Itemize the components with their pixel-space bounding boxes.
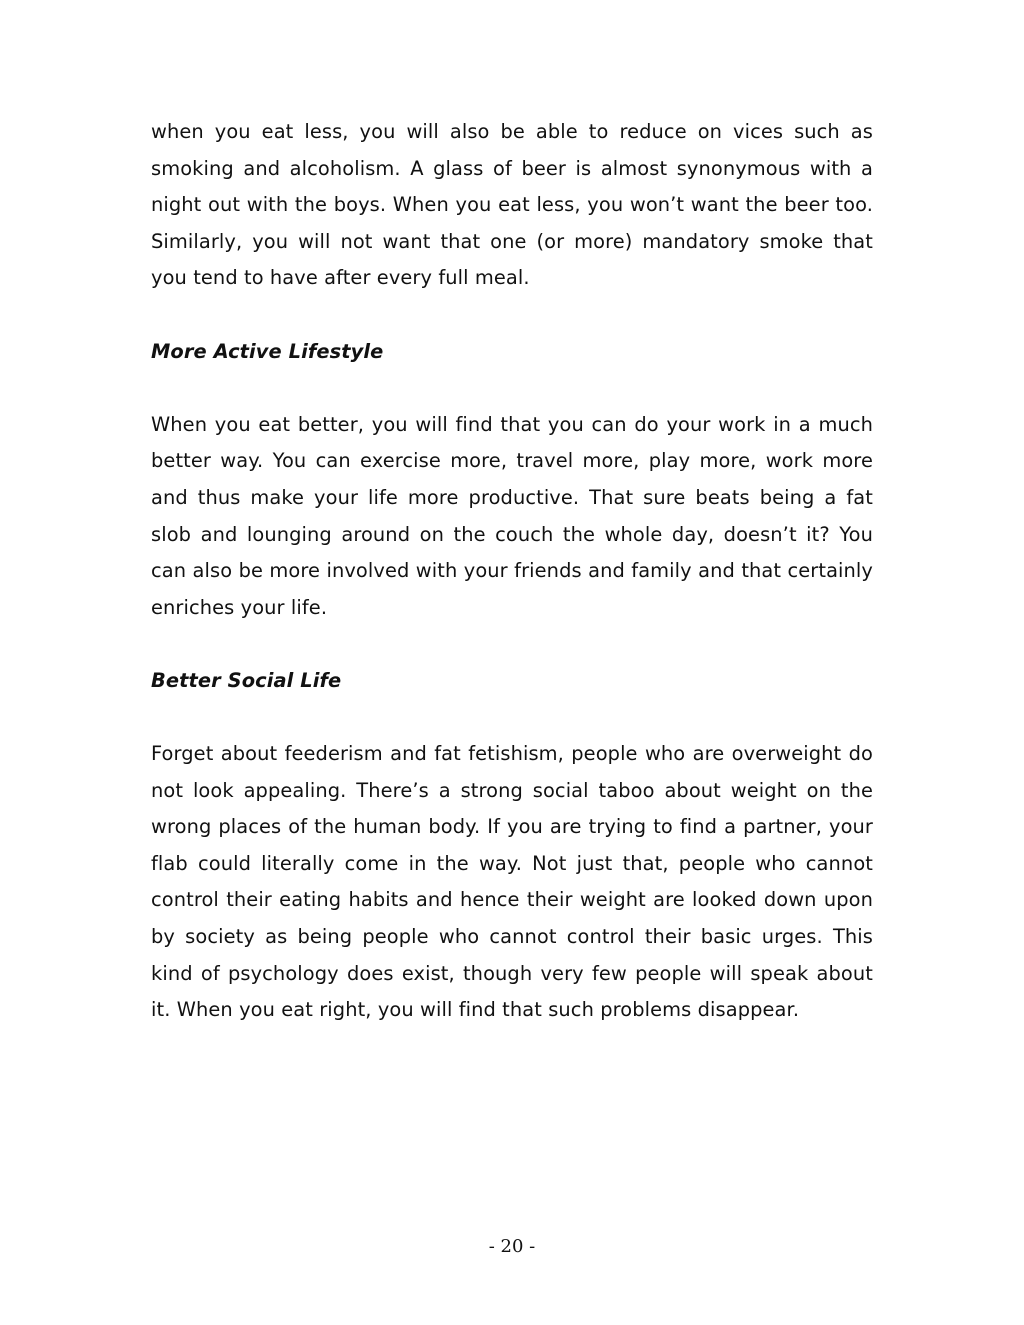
paragraph-social-life: Forget about feederism and fat fetishism, people who are overweight do not look appealing. There’s a strong social taboo about weight on the wrong places of the human body. If you are trying to find a partner, your flab could literally come in the way. Not just that, people who cannot control their eating habits and hence their weight are looked down upon by society as being people who cannot control their basic urges. This kind of psychology does exist, though very few people will speak about it. When you eat right, you will find that such problems disappear.: [151, 742, 873, 1022]
page-body: [151, 114, 873, 1029]
spacer: [151, 700, 873, 737]
spacer: [151, 297, 873, 334]
paragraph-active-lifestyle: When you eat better, you will find that you can do your work in a much better way. You can exercise more, travel more, play more, work more and thus make your life more productive. That sure beats being a fat slob and lounging around on the couch the whole day, doesn’t it? You can also be more involved with your friends and family and that certainly enriches your life.: [151, 412, 873, 619]
section-heading-social-life: Better Social Life: [151, 668, 342, 692]
spacer: [151, 370, 873, 407]
page-number: - 20 -: [488, 1236, 536, 1257]
section-heading-active-lifestyle: More Active Lifestyle: [151, 339, 384, 363]
paragraph-vices: when you eat less, you will also be able to reduce on vices such as smoking and alcoholism. A glass of beer is almost synonymous with a night out with the boys. When you eat less, you won’t want the beer too. Similarly, you will not want that one (or more) mandatory smoke that you tend to have after every full meal.: [151, 120, 873, 290]
spacer: [151, 626, 873, 663]
